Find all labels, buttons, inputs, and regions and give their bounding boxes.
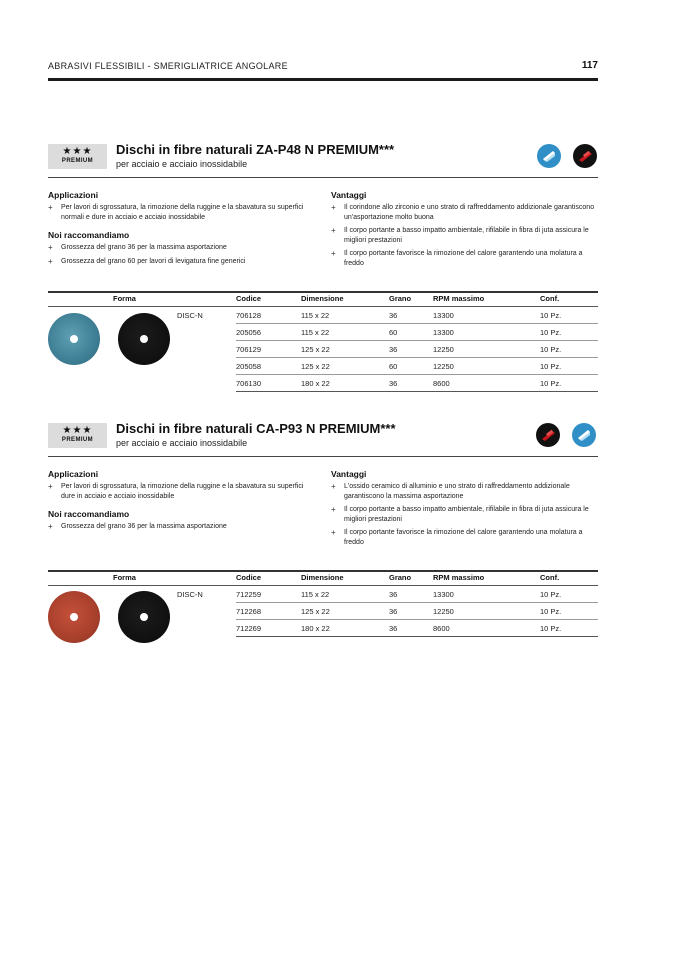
list-item: + Grossezza del grano 36 per la massima asportazione	[48, 522, 227, 531]
col-rpm: RPM massimo	[433, 294, 485, 303]
table-rows	[236, 586, 598, 637]
applications-heading: Applicazioni	[48, 469, 99, 479]
stainless-steel-material-icon	[573, 144, 597, 168]
product-subtitle: per acciaio e acciaio inossidabile	[116, 438, 248, 448]
disc-back-image	[118, 313, 170, 365]
list-item: + Per lavori di sgrossatura, la rimozione della ruggine e la sbavatura su superfici normali e dure in acciaio e acciaio inossidabile	[48, 203, 304, 221]
advantages-heading: Vantaggi	[331, 190, 367, 200]
table-row: 706130 180 x 22 36 8600 10 Pz.	[236, 375, 598, 392]
disc-product-image	[48, 313, 100, 365]
stars-icon: ★★★	[62, 425, 93, 436]
col-grano: Grano	[389, 573, 412, 582]
applications-column	[48, 190, 318, 270]
product-table	[48, 291, 598, 396]
col-codice: Codice	[236, 294, 262, 303]
col-conf: Conf.	[540, 573, 560, 582]
disc-product-image	[48, 591, 100, 643]
list-item: + Grossezza del grano 36 per la massima asportazione	[48, 243, 227, 252]
table-row: 712259 115 x 22 36 13300 10 Pz.	[236, 586, 598, 603]
table-rows	[236, 307, 598, 392]
title-rule	[48, 177, 598, 178]
product-subtitle: per acciaio e acciaio inossidabile	[116, 159, 248, 169]
list-item: + Il corpo portante a basso impatto ambientale, rifilabile in fibra di juta assicura le migliori prestazioni	[331, 226, 589, 244]
stars-icon: ★★★	[62, 146, 93, 157]
table-row: 205056 115 x 22 60 13300 10 Pz.	[236, 324, 598, 341]
applications-column	[48, 469, 318, 536]
steel-material-icon	[572, 423, 596, 447]
recommend-heading: Noi raccomandiamo	[48, 509, 130, 519]
product-title: Dischi in fibre naturali ZA-P48 N PREMIUM***	[116, 142, 395, 157]
table-header	[48, 291, 598, 306]
section-title: ABRASIVI FLESSIBILI - SMERIGLIATRICE ANGOLARE	[48, 61, 288, 71]
page-number: 117	[581, 60, 598, 71]
badge-label: PREMIUM	[61, 158, 94, 164]
premium-badge	[48, 144, 107, 169]
disc-form: DISC-N	[177, 311, 203, 320]
list-item: + Il corpo portante favorisce la rimozione del calore garantendo una molatura a freddo	[331, 249, 583, 267]
steel-material-icon	[537, 144, 561, 168]
page-header	[48, 61, 598, 73]
advantages-column	[331, 469, 598, 551]
table-row: 706128 115 x 22 36 13300 10 Pz.	[236, 307, 598, 324]
table-row: 712269 180 x 22 36 8600 10 Pz.	[236, 620, 598, 637]
list-item: + Il corindone allo zirconio e uno strato di raffreddamento addizionale garantiscono un'asportazione molto buona	[331, 203, 595, 221]
table-row: 205058 125 x 22 60 12250 10 Pz.	[236, 358, 598, 375]
product-section-ca-p93	[48, 419, 598, 659]
table-header	[48, 570, 598, 585]
list-item: + L'ossido ceramico di alluminio e uno strato di raffreddamento addizionale garantiscono la massima asportazione	[331, 482, 570, 500]
table-row: 706129 125 x 22 36 12250 10 Pz.	[236, 341, 598, 358]
table-row: 712268 125 x 22 36 12250 10 Pz.	[236, 603, 598, 620]
header-rule	[48, 78, 598, 81]
stainless-steel-material-icon	[536, 423, 560, 447]
col-forma: Forma	[113, 294, 136, 303]
col-rpm: RPM massimo	[433, 573, 485, 582]
product-title: Dischi in fibre naturali CA-P93 N PREMIUM***	[116, 421, 396, 436]
list-item: + Grossezza del grano 60 per lavori di levigatura fine generici	[48, 256, 246, 266]
col-grano: Grano	[389, 294, 412, 303]
list-item: + Per lavori di sgrossatura, la rimozione della ruggine e la sbavatura su superfici dure in acciaio e acciaio inossidabile	[48, 482, 304, 500]
recommend-heading: Noi raccomandiamo	[48, 230, 130, 240]
title-rule	[48, 456, 598, 457]
col-dimensione: Dimensione	[301, 294, 344, 303]
product-table	[48, 570, 598, 650]
list-item: + Il corpo portante a basso impatto ambientale, rifilabile in fibra di juta assicura le migliori prestazioni	[331, 505, 589, 523]
col-dimensione: Dimensione	[301, 573, 344, 582]
product-section-za-p48	[48, 140, 598, 400]
col-conf: Conf.	[540, 294, 560, 303]
disc-back-image	[118, 591, 170, 643]
premium-badge	[48, 423, 107, 448]
applications-heading: Applicazioni	[48, 190, 99, 200]
advantages-heading: Vantaggi	[331, 469, 367, 479]
disc-form: DISC-N	[177, 590, 203, 599]
badge-label: PREMIUM	[61, 437, 94, 443]
advantages-column	[331, 190, 598, 272]
list-item: + Il corpo portante favorisce la rimozione del calore garantendo una molatura a freddo	[331, 528, 583, 546]
col-forma: Forma	[113, 573, 136, 582]
col-codice: Codice	[236, 573, 262, 582]
